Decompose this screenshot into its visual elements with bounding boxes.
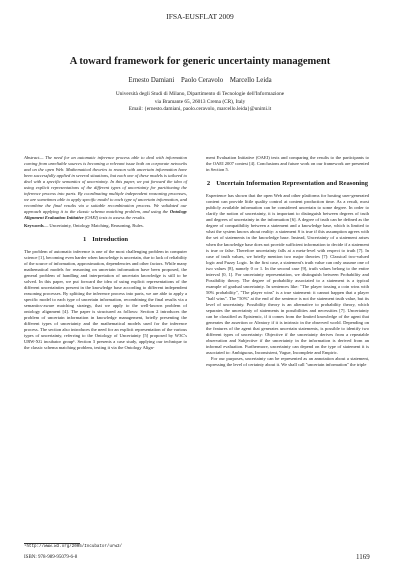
- isbn: ISBN: 978-989-95079-6-8: [24, 555, 78, 560]
- authors: Ernesto Damiani Paolo Ceravolo Marcello Leida: [128, 77, 272, 84]
- section-2-paragraph-2: For our purposes, uncertainty can be represented as an annotation about a statement, expressing the level of certainty about it. We shall call "uncertain information" the triple: [206, 356, 369, 368]
- abstract-text-end: (OAEI) tests to assess the results.: [84, 215, 146, 221]
- paper-title: A toward framework for generic uncertainty management: [69, 56, 331, 67]
- left-column: [24, 155, 187, 351]
- abstract-text: — The need for an automatic inference process able to deal with information coming from unreliable sources is becoming a relevant issue both on corporate networks and on the open Web. Mathematical theories to reason with uncertain information have been successfully applied in several situations, but each one of these models is tailored to deal with a specific semantics of uncertainty. In this paper, we put forward the idea of using explicit representations of the different types of uncertainty for partitioning the inference process into parts. By coordinating multiple independent reasoning processes, we are sometimes able to apply specific model to each type of uncertain information, and recombine the final results via a suitable recombination process. We validated our approach applying it to the classic schema matching problem, and using the: [24, 155, 187, 215]
- abstract-bold-term: Ontology Alignment Evaluation Initiative: [24, 209, 188, 221]
- affiliation: [0, 91, 400, 114]
- intro-continuation: ment Evaluation Initiative (OAEI) tests and comparing the results to the participants to the OAEI 2007 contest [4]. Conclusions and future work on our framework are presented in Section 5.: [206, 155, 369, 173]
- right-column: [206, 155, 369, 369]
- running-head: IFSA-EUSFLAT 2009: [166, 12, 234, 21]
- section-2-paragraph-1: Experience has shown that the open Web and other platforms for hosting user-generated content can provide little quality control at content production time. As a result, most publicly available information can be considered uncertain to some degree. In order to clarify the notion of uncertainty, it is important to distinguish between degrees of truth and degrees of uncertainty in the information [6]. A degree of truth can be defined as the degree of compatibility between a statement and a knowledge base, which is limited to what the system knows about reality: a statement S is true if this assumption agrees with the set of statements in the knowledge base. Instead, Uncertainty of a statement arises when the knowledge base does not provide sufficient information to decide if a statement is true or false. Therefore uncertainty falls at a meta-level with respect to truth [7]. In case of truth values, we briefly mention two major theories [7]: Classical two-valued logic and Fuzzy Logic. In the first case, a statement's truth value can only assume one of two values [8], namely 0 or 1. In the second case [9], truth values belong to the entire interval [0, 1]. For uncertainty representation, we distinguish between Probability and Possibility theory. The degree of probability associated to a statement is a typical example of gradual uncertainty. In sentences like: "The player tossing a coin wins with 50% probability", "The player wins" is a true statement: it cannot happen that a player "half wins". The "50%" at the end of the sentence is not the statement truth value, but its level of uncertainty. Possibility theory is an alternative to probability theory, which separates the uncertainty of statements in possibilities and necessities [7]. Uncertainty can be classified as Epistemic, if it comes from the limited knowledge of the agent that generates the assertion or Aleatory if it is intrinsic in the observed world. Depending on the features of the agent that generates uncertain statements, is possible to identify two different types of uncertainty: Objective if the uncertainty derives from a repeatable observation and Subjective if the uncertainty in the information is derived from an informal evaluation. Furthermore, uncertainty can depend on the type of statement it is associated to: Ambiguous, Inconsistent, Vague, Incomplete and Empiric.: [206, 193, 369, 356]
- section-1-paragraph: The problem of automatic inference is one of the most challenging problem in computer science [1], becoming even harder when knowledge is uncertain, due to lack of reliability of the source of information, approximation, dependencies and other factors. While many mathematical models for reasoning on uncertain information have been proposed, the general problem of handling and interpretation of uncertain knowledge is still to be solved. In this paper, we put forward the idea of using explicit representations of the different uncertainties present in the knowledge base according to different independent reasoning processes. By splitting the inference process into parts, we are able to apply a specific model to each type of uncertain information, recombining the final results via a semantics-aware matching strategy, that we apply to the well-known problem of ontology alignment [4]. The paper is structured as follows: Section 2 introduces the problem of uncertain information in knowledge management, briefly presenting the different types of uncertainty and the mathematical models used for the inference process. The section also introduces the need for an explicit representation of the various types of uncertainty, referring to the Ontology of Uncertainty [5] proposed by W3C's URW-XG incubator group¹. Section 3 presents a case study, applying our technique to the classic schema matching problem, testing it via the Ontology Align-: [24, 248, 187, 351]
- affiliation-line-1: Università degli Studi di Milano, Dipartimento di Tecnologie dell'Informazione: [115, 91, 285, 97]
- footnote-rule: [24, 543, 80, 544]
- keywords-text: — Uncertainty, Ontology Matching, Reasoning, Rules.: [43, 222, 144, 228]
- footnote-url: ¹http://www.w3.org/2005/Incubator/urw3/: [24, 545, 123, 549]
- affiliation-email: Email: {ernesto.damiani, paolo.ceravolo, marcello.leida}@unimi.it: [128, 106, 272, 113]
- section-2-number: 2: [206, 180, 211, 188]
- abstract: [24, 155, 187, 222]
- page-number: 1169: [356, 553, 370, 561]
- section-1-heading: [24, 236, 187, 244]
- keywords: [24, 223, 187, 229]
- abstract-label: Abstract: [24, 155, 40, 160]
- affiliation-line-2: via Bramante 65, 26013 Crema (CR), Italy: [154, 98, 246, 105]
- keywords-label: Keywords: [24, 222, 44, 228]
- section-2-heading: [206, 180, 369, 188]
- section-1-number: 1: [82, 235, 87, 243]
- section-1-title: Introduction: [92, 235, 129, 243]
- section-2-title: Uncertain Information Representation and Reasoning: [216, 180, 369, 188]
